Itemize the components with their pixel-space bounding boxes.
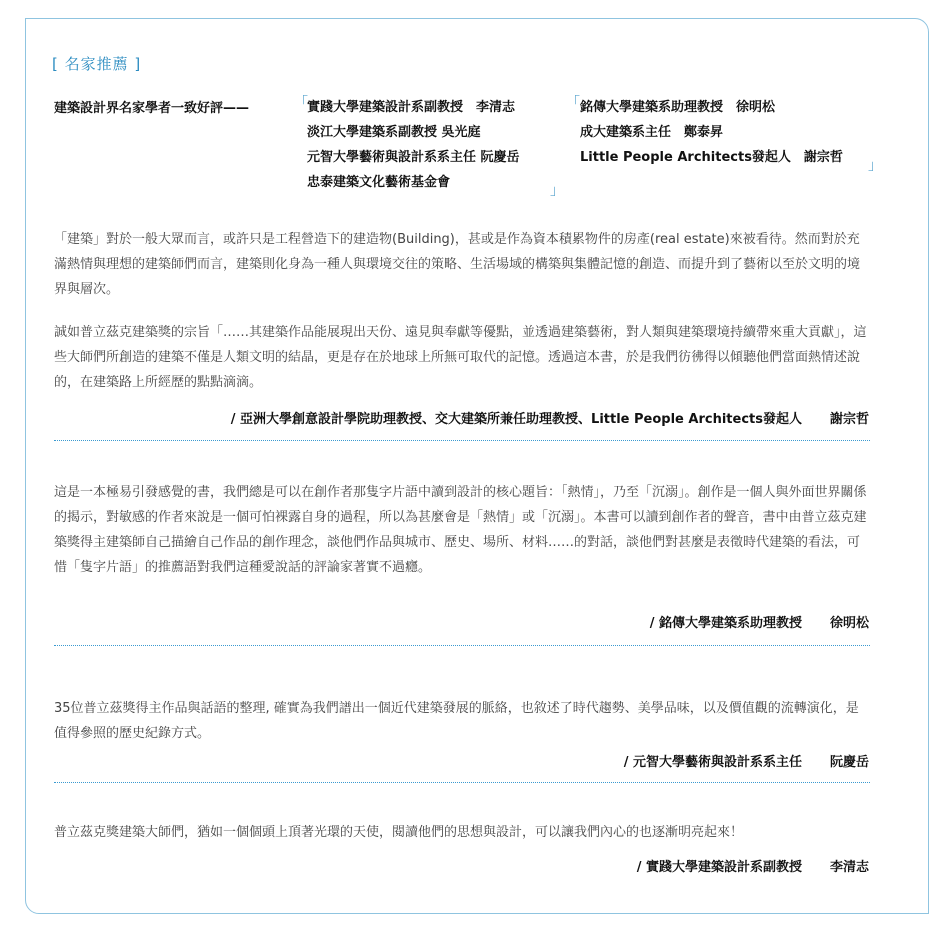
signature-name: 李清志 [829,860,869,875]
recommender-item: 實踐大學建築設計系副教授 李清志 [307,100,516,115]
close-quote-2: 」 [868,158,882,174]
signature-title: / 銘傳大學建築系助理教授 [649,616,802,631]
review-paragraph: 35位普立茲獎得主作品與話語的整理, 確實為我們譜出一個近代建築發展的脈絡，也敘述了時代趨勢、美學品味，以及價值觀的流轉演化，是值得參照的歷史紀錄方式。 [54,701,859,741]
section-divider [54,645,870,646]
signature-title: / 元智大學藝術與設計系系主任 [623,755,802,770]
review-signature [624,751,869,770]
recommender-list-1 [307,95,520,195]
section-heading: [ 名家推薦 ] [52,55,142,73]
signature-name: 徐明松 [829,616,869,631]
signature-name: 謝宗哲 [829,412,869,427]
review-paragraph: 普立茲克獎建築大師們，猶如一個個頭上頂著光環的天使，閱讀他們的思想與設計，可以讓我們內心的也逐漸明亮起來！ [54,825,744,840]
signature-title: / 實踐大學建築設計系副教授 [636,860,802,875]
section-divider [54,782,870,783]
recommender-item: Little People Architects發起人 謝宗哲 [580,150,843,165]
recommender-item: 成大建築系主任 鄭泰昇 [580,125,724,140]
review-paragraph: 這是一本極易引發感覺的書，我們總是可以在創作者那隻字片語中讀到設計的核心題旨：「熱情」，乃至「沉溺」。創作是一個人與外面世界關係的揭示，對敏感的作者來說是一個可怕裸露自身的過程，所以為甚麼會是「熱情」或「沉溺」。本書可以讀到創作者的聲音，書中由普立茲克建築獎得主建築師自己描繪自己作品的創作理念，談他們作品與城市、歷史、場所、材料……的對話，談他們對甚麼是表徵時代建築的看法，可惜「隻字片語」的推薦語對我們這種愛說話的評論家著實不過癮。 [54,485,867,575]
intro-label: 建築設計界名家學者一致好評—— [54,101,250,116]
signature-name: 阮慶岳 [829,755,869,770]
review-signature [650,612,869,631]
review-signature [231,408,869,427]
signature-title: / 亞洲大學創意設計學院助理教授、交大建築所兼任助理教授、Little People Architects發起人 [230,412,802,427]
recommender-item: 忠泰建築文化藝術基金會 [307,175,451,190]
recommender-item: 銘傳大學建築系助理教授 徐明松 [580,100,776,115]
review-paragraph: 誠如普立茲克建築獎的宗旨「……其建築作品能展現出天份、遠見與奉獻等優點，並透過建築藝術，對人類與建築環境持續帶來重大貢獻」，這些大師們所創造的建築不僅是人類文明的結晶，更是存在於地球上所無可取代的記憶。透過這本書，於是我們彷彿得以傾聽他們當面熱情述說的，在建築路上所經歷的點點滴滴。 [54,325,867,390]
open-quote-2: 「 [566,95,580,111]
close-quote-1: 」 [550,183,564,199]
review-signature [637,856,869,875]
recommender-item: 淡江大學建築系副教授 吳光庭 [307,125,481,140]
section-divider [54,440,870,441]
review-paragraph: 「建築」對於一般大眾而言，或許只是工程營造下的建造物(Building)，甚或是作為資本積累物件的房產(real estate)來被看待。然而對於充滿熱情與理想的建築師們而言，建築則化身為一種人與環境交往的策略、生活場域的構築與集體記憶的創造、而提升到了藝術以至於文明的境界與層次。 [54,232,861,297]
recommender-list-2 [580,95,843,170]
recommender-item: 元智大學藝術與設計系系主任 阮慶岳 [307,150,520,165]
open-quote-1: 「 [294,95,308,111]
